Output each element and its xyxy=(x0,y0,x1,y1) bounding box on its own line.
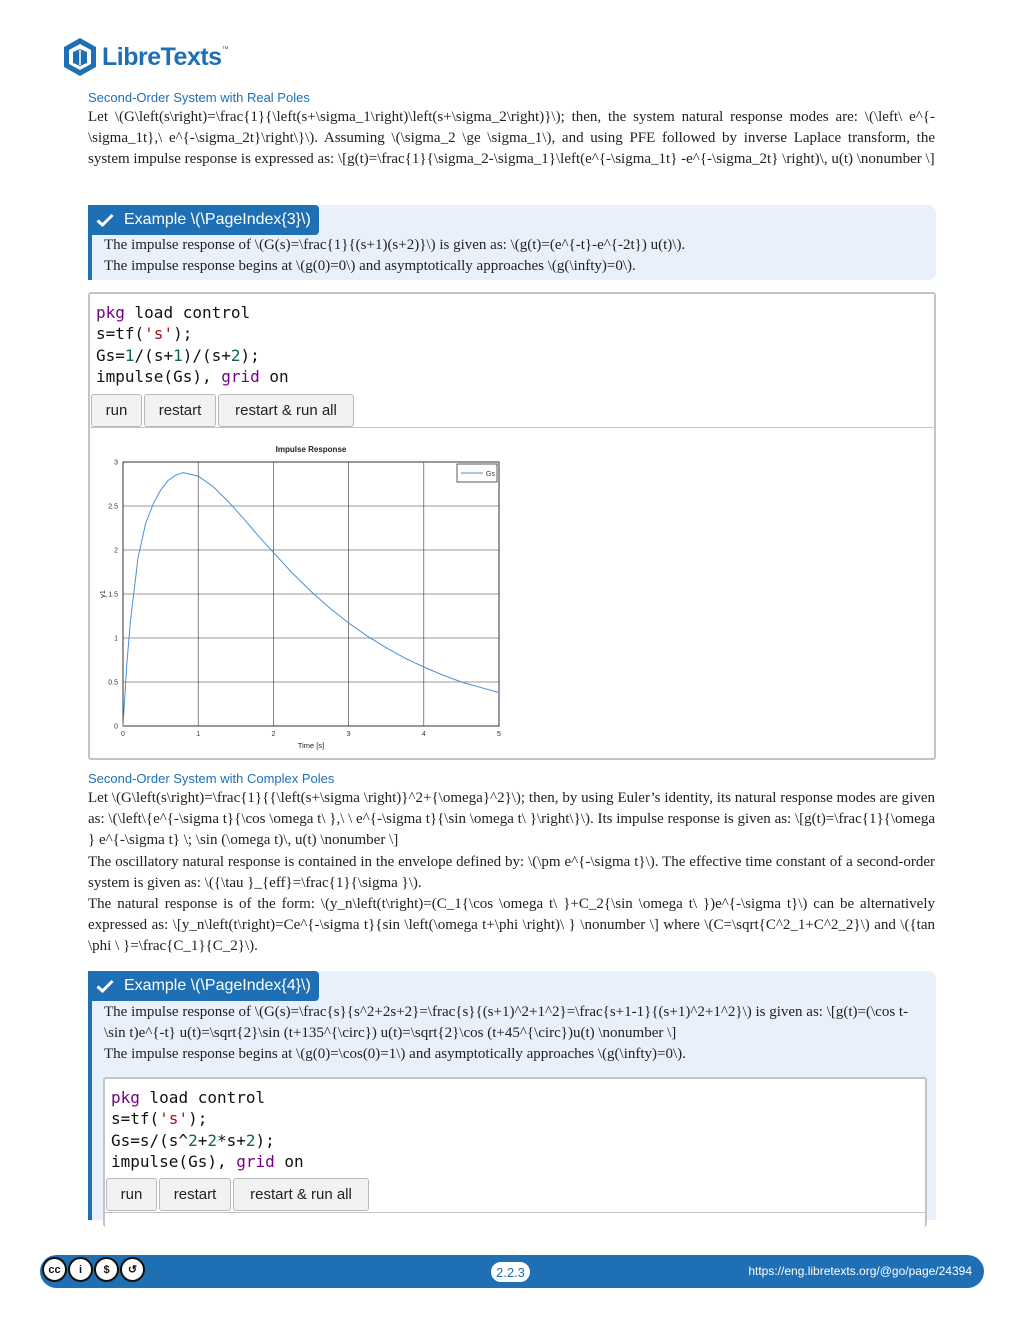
x-tick-label: 4 xyxy=(421,731,426,738)
sharealike-icon: ↺ xyxy=(120,1257,145,1282)
code-editor-1[interactable]: pkg load control s=tf('s'); Gs=1/(s+1)/(s+2); impulse(Gs), grid on xyxy=(96,303,289,386)
code-editor-2[interactable]: pkg load control s=tf('s'); Gs=s/(s^2+2*s+2); impulse(Gs), grid on xyxy=(111,1088,304,1171)
y-tick-label: 0.5 xyxy=(108,679,118,687)
logo-text: LibreTexts xyxy=(102,42,222,71)
libretexts-logo-icon xyxy=(62,37,98,77)
example-3-header xyxy=(88,205,319,235)
legend-label: Gs xyxy=(486,471,495,478)
y-tick-label: 2.5 xyxy=(108,503,118,511)
example-3-title: Example \(\PageIndex{3}\) xyxy=(124,211,311,228)
cc-license-badge[interactable] xyxy=(42,1257,146,1282)
example-4-body xyxy=(104,1002,924,1066)
restart-button[interactable]: restart xyxy=(144,394,216,427)
real-poles-heading[interactable]: Second-Order System with Real Poles xyxy=(88,90,310,105)
example-4-line-1: The impulse response of \(G(s)=\frac{s}{s^2+2s+2}=\frac{s}{(s+1)^2+1^2}=\frac{s+1-1}{(s+1)^2+1^2}\) is given as: \[g(t)=(\cos t-\sin t)e^{-t} u(t)=\sqrt{2}\sin (t+135^{\circ}) u(t)=\sqrt{2}\cos (t+45^{\circ})u(t) \nonumber \] xyxy=(104,1004,909,1042)
restart-button[interactable]: restart xyxy=(159,1178,231,1211)
example-4-box xyxy=(88,971,936,1220)
libretexts-logo[interactable] xyxy=(62,36,229,78)
cell-2-buttons xyxy=(106,1178,371,1211)
restart-run-all-button[interactable]: restart & run all xyxy=(218,394,354,427)
example-3-body xyxy=(104,235,924,277)
example-4-line-2: The impulse response begins at \(g(0)=\cos(0)=1\) and asymptotically approaches \(g(\infty)=0\). xyxy=(104,1046,686,1063)
x-tick-label: 3 xyxy=(346,731,351,738)
x-tick-label: 1 xyxy=(196,731,201,738)
code-cell-1 xyxy=(88,292,936,760)
output-separator xyxy=(90,427,934,428)
example-4-title: Example \(\PageIndex{4}\) xyxy=(124,977,311,994)
complex-poles-paragraph-1: Let \(G\left(s\right)=\frac{1}{{\left(s+\sigma \right)}^2+{\omega}^2}\); then, by using Euler’s identity, its natural response modes are given as: \(\left\{e^{-\sigma t}{\cos \omega t\ },\ \ e^{-\sigma t}{\sin \omega t\ }\right\}\). Its impulse response is given as: \[g(t)=\frac{1}{\omega } e^{-\sigma t} \; \sin (\omega t)\, u(t) \nonumber \] xyxy=(88,790,935,849)
checkmark-icon xyxy=(96,213,114,227)
cell-1-buttons xyxy=(91,394,356,427)
complex-poles-heading[interactable]: Second-Order System with Complex Poles xyxy=(88,771,335,786)
x-tick-label: 5 xyxy=(497,731,501,738)
noncommercial-icon: $ xyxy=(94,1257,119,1282)
x-tick-label: 2 xyxy=(271,731,276,738)
run-button[interactable]: run xyxy=(106,1178,157,1211)
page-number: 2.2.3 xyxy=(491,1262,530,1282)
logo-trademark: ™ xyxy=(221,46,229,53)
y-tick-label: 3 xyxy=(114,459,118,467)
real-poles-text xyxy=(88,107,935,171)
code-cell-2 xyxy=(103,1077,927,1227)
y-axis-label: y1 xyxy=(98,590,107,598)
y-tick-label: 1.5 xyxy=(108,591,118,599)
x-axis-label: Time [s] xyxy=(297,741,325,750)
restart-run-all-button[interactable]: restart & run all xyxy=(233,1178,369,1211)
cc-icon: cc xyxy=(42,1257,67,1282)
footer-bar xyxy=(40,1255,984,1288)
attribution-icon: i xyxy=(68,1257,93,1282)
run-button[interactable]: run xyxy=(91,394,142,427)
example-3-box xyxy=(88,205,936,280)
page-url[interactable]: https://eng.libretexts.org/@go/page/24394 xyxy=(748,1264,972,1278)
example-4-header xyxy=(88,971,319,1001)
output-separator xyxy=(105,1212,925,1213)
checkmark-icon xyxy=(96,979,114,993)
impulse-response-plot xyxy=(93,434,523,754)
example-3-line-1: The impulse response of \(G(s)=\frac{1}{(s+1)(s+2)}\) is given as: \(g(t)=(e^{-t}-e^{-2t}) u(t)\). xyxy=(104,237,686,253)
real-poles-paragraph: Let \(G\left(s\right)=\frac{1}{\left(s+\sigma_1\right)\left(s+\sigma_2\right)}\); then, the system natural response modes are: \(\left\ e^{-\sigma_1t},\ e^{-\sigma_2t}\right\}\). Assuming \(\sigma_2 \ge \sigma_1\), and using PFE followed by inverse Laplace transform, the system impulse response is expressed as: \[g(t)=\frac{1}{\sigma_2-\sigma_1}\left(e^{-\sigma_1t} -e^{-\sigma_2t} \right)\, u(t) \nonumber \] xyxy=(88,109,935,168)
complex-poles-paragraph-2: The oscillatory natural response is contained in the envelope defined by: \(\pm e^{-\sigma t}\). The effective time constant of a second-order system is given as: \({\tau }_{eff}=\frac{1}{\sigma }\). xyxy=(88,853,935,891)
complex-poles-paragraph-3: The natural response is of the form: \(y_n\left(t\right)=(C_1{\cos \omega t\ }+C_2{\sin \omega t\ })e^{-\sigma t}\) can be alternatively expressed as: \[y_n\left(t\right)=Ce^{-\sigma t}{sin \left(\omega t+\phi \right)\ } \nonumber \] where \(C=\sqrt{C^2_1+C^2_2}\) and \({tan \phi \ }=\frac{C_1}{C_2}\). xyxy=(88,896,935,955)
y-tick-label: 0 xyxy=(114,723,118,731)
complex-poles-text xyxy=(88,788,935,958)
example-3-line-2: The impulse response begins at \(g(0)=0\) and asymptotically approaches \(g(\infty)=0\). xyxy=(104,258,636,275)
legend xyxy=(457,464,497,482)
y-tick-label: 1 xyxy=(114,635,118,643)
x-tick-label: 0 xyxy=(121,731,125,738)
chart-title: Impulse Response xyxy=(275,445,347,454)
y-tick-label: 2 xyxy=(114,547,118,555)
